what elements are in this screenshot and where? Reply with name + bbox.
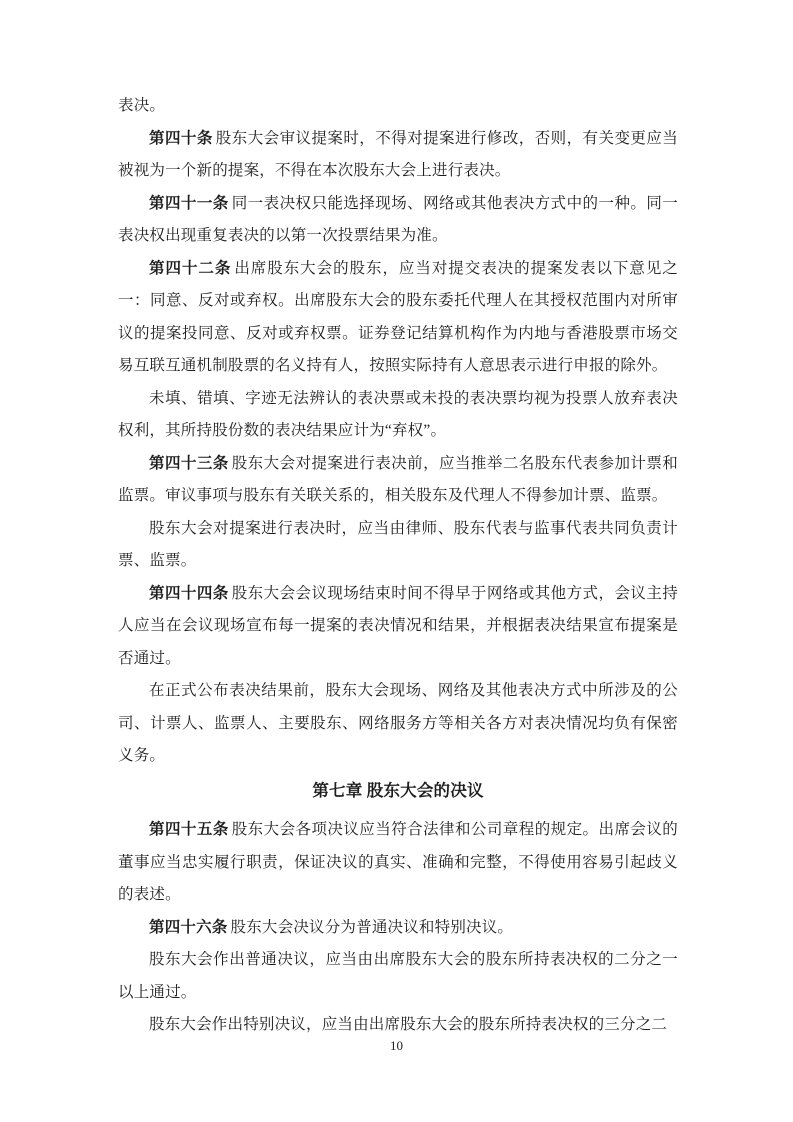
article-number: 第四十条	[149, 129, 213, 147]
chapter-heading: 第七章 股东大会的决议	[312, 780, 484, 800]
body-paragraph: 股东大会作出普通决议，应当由出席股东大会的股东所持表决权的二分之一以上通过。	[118, 951, 678, 1001]
article-paragraph	[118, 814, 678, 912]
article-text: 股东大会对提案进行表决前，应当推举二名股东代表参加计票和监票。审议事项与股东有关联关系的，相关股东及代理人不得参加计票、监票。	[118, 454, 678, 504]
article-text: 股东大会审议提案时，不得对提案进行修改，否则，有关变更应当被视为一个新的提案，不得在本次股东大会上进行表决。	[118, 129, 678, 179]
article-paragraph	[118, 253, 678, 383]
article-number: 第四十二条	[149, 259, 232, 277]
article-number: 第四十一条	[149, 194, 229, 212]
article-number: 第四十四条	[149, 584, 229, 602]
article-text: 股东大会各项决议应当符合法律和公司章程的规定。出席会议的董事应当忠实履行职责，保证决议的真实、准确和完整，不得使用容易引起歧义的表述。	[118, 821, 678, 903]
article-text: 同一表决权只能选择现场、网络或其他表决方式中的一种。同一表决权出现重复表决的以第一次投票结果为准。	[118, 194, 678, 244]
article-paragraph	[118, 912, 678, 945]
article-text: 股东大会会议现场结束时间不得早于网络或其他方式，会议主持人应当在会议现场宣布每一提案的表决情况和结果，并根据表决结果宣布提案是否通过。	[118, 584, 678, 667]
article-number: 第四十六条	[149, 918, 228, 936]
body-paragraph: 未填、错填、字迹无法辨认的表决票或未投的表决票均视为投票人放弃表决权利，其所持股份数的表决结果应计为“弃权”。	[118, 389, 678, 439]
body-paragraph: 在正式公布表决结果前，股东大会现场、网络及其他表决方式中所涉及的公司、计票人、监票人、主要股东、网络服务方等相关各方对表决情况均负有保密义务。	[118, 682, 678, 764]
page-number: 10	[390, 1038, 403, 1053]
article-text: 出席股东大会的股东，应当对提交表决的提案发表以下意见之一：同意、反对或弃权。出席股东大会的股东委托代理人在其授权范围内对所审议的提案投同意、反对或弃权票。证券登记结算机构作为内地与香港股票市场交易互联互通机制股票的名义持有人，按照实际持有人意思表示进行申报的除外。	[118, 259, 678, 374]
article-paragraph	[118, 188, 678, 253]
document-body	[118, 90, 678, 1042]
article-text: 股东大会决议分为普通决议和特别决议。	[230, 918, 514, 936]
article-paragraph	[118, 123, 678, 188]
article-number: 第四十五条	[149, 821, 229, 838]
body-paragraph: 股东大会对提案进行表决时，应当由律师、股东代表与监事代表共同负责计票、监票。	[118, 519, 678, 569]
article-number: 第四十三条	[149, 454, 229, 472]
article-paragraph	[118, 578, 678, 676]
body-paragraph: 表决。	[118, 97, 166, 114]
article-paragraph	[118, 448, 678, 513]
body-paragraph: 股东大会作出特别决议，应当由出席股东大会的股东所持表决权的三分之二	[149, 1016, 668, 1033]
